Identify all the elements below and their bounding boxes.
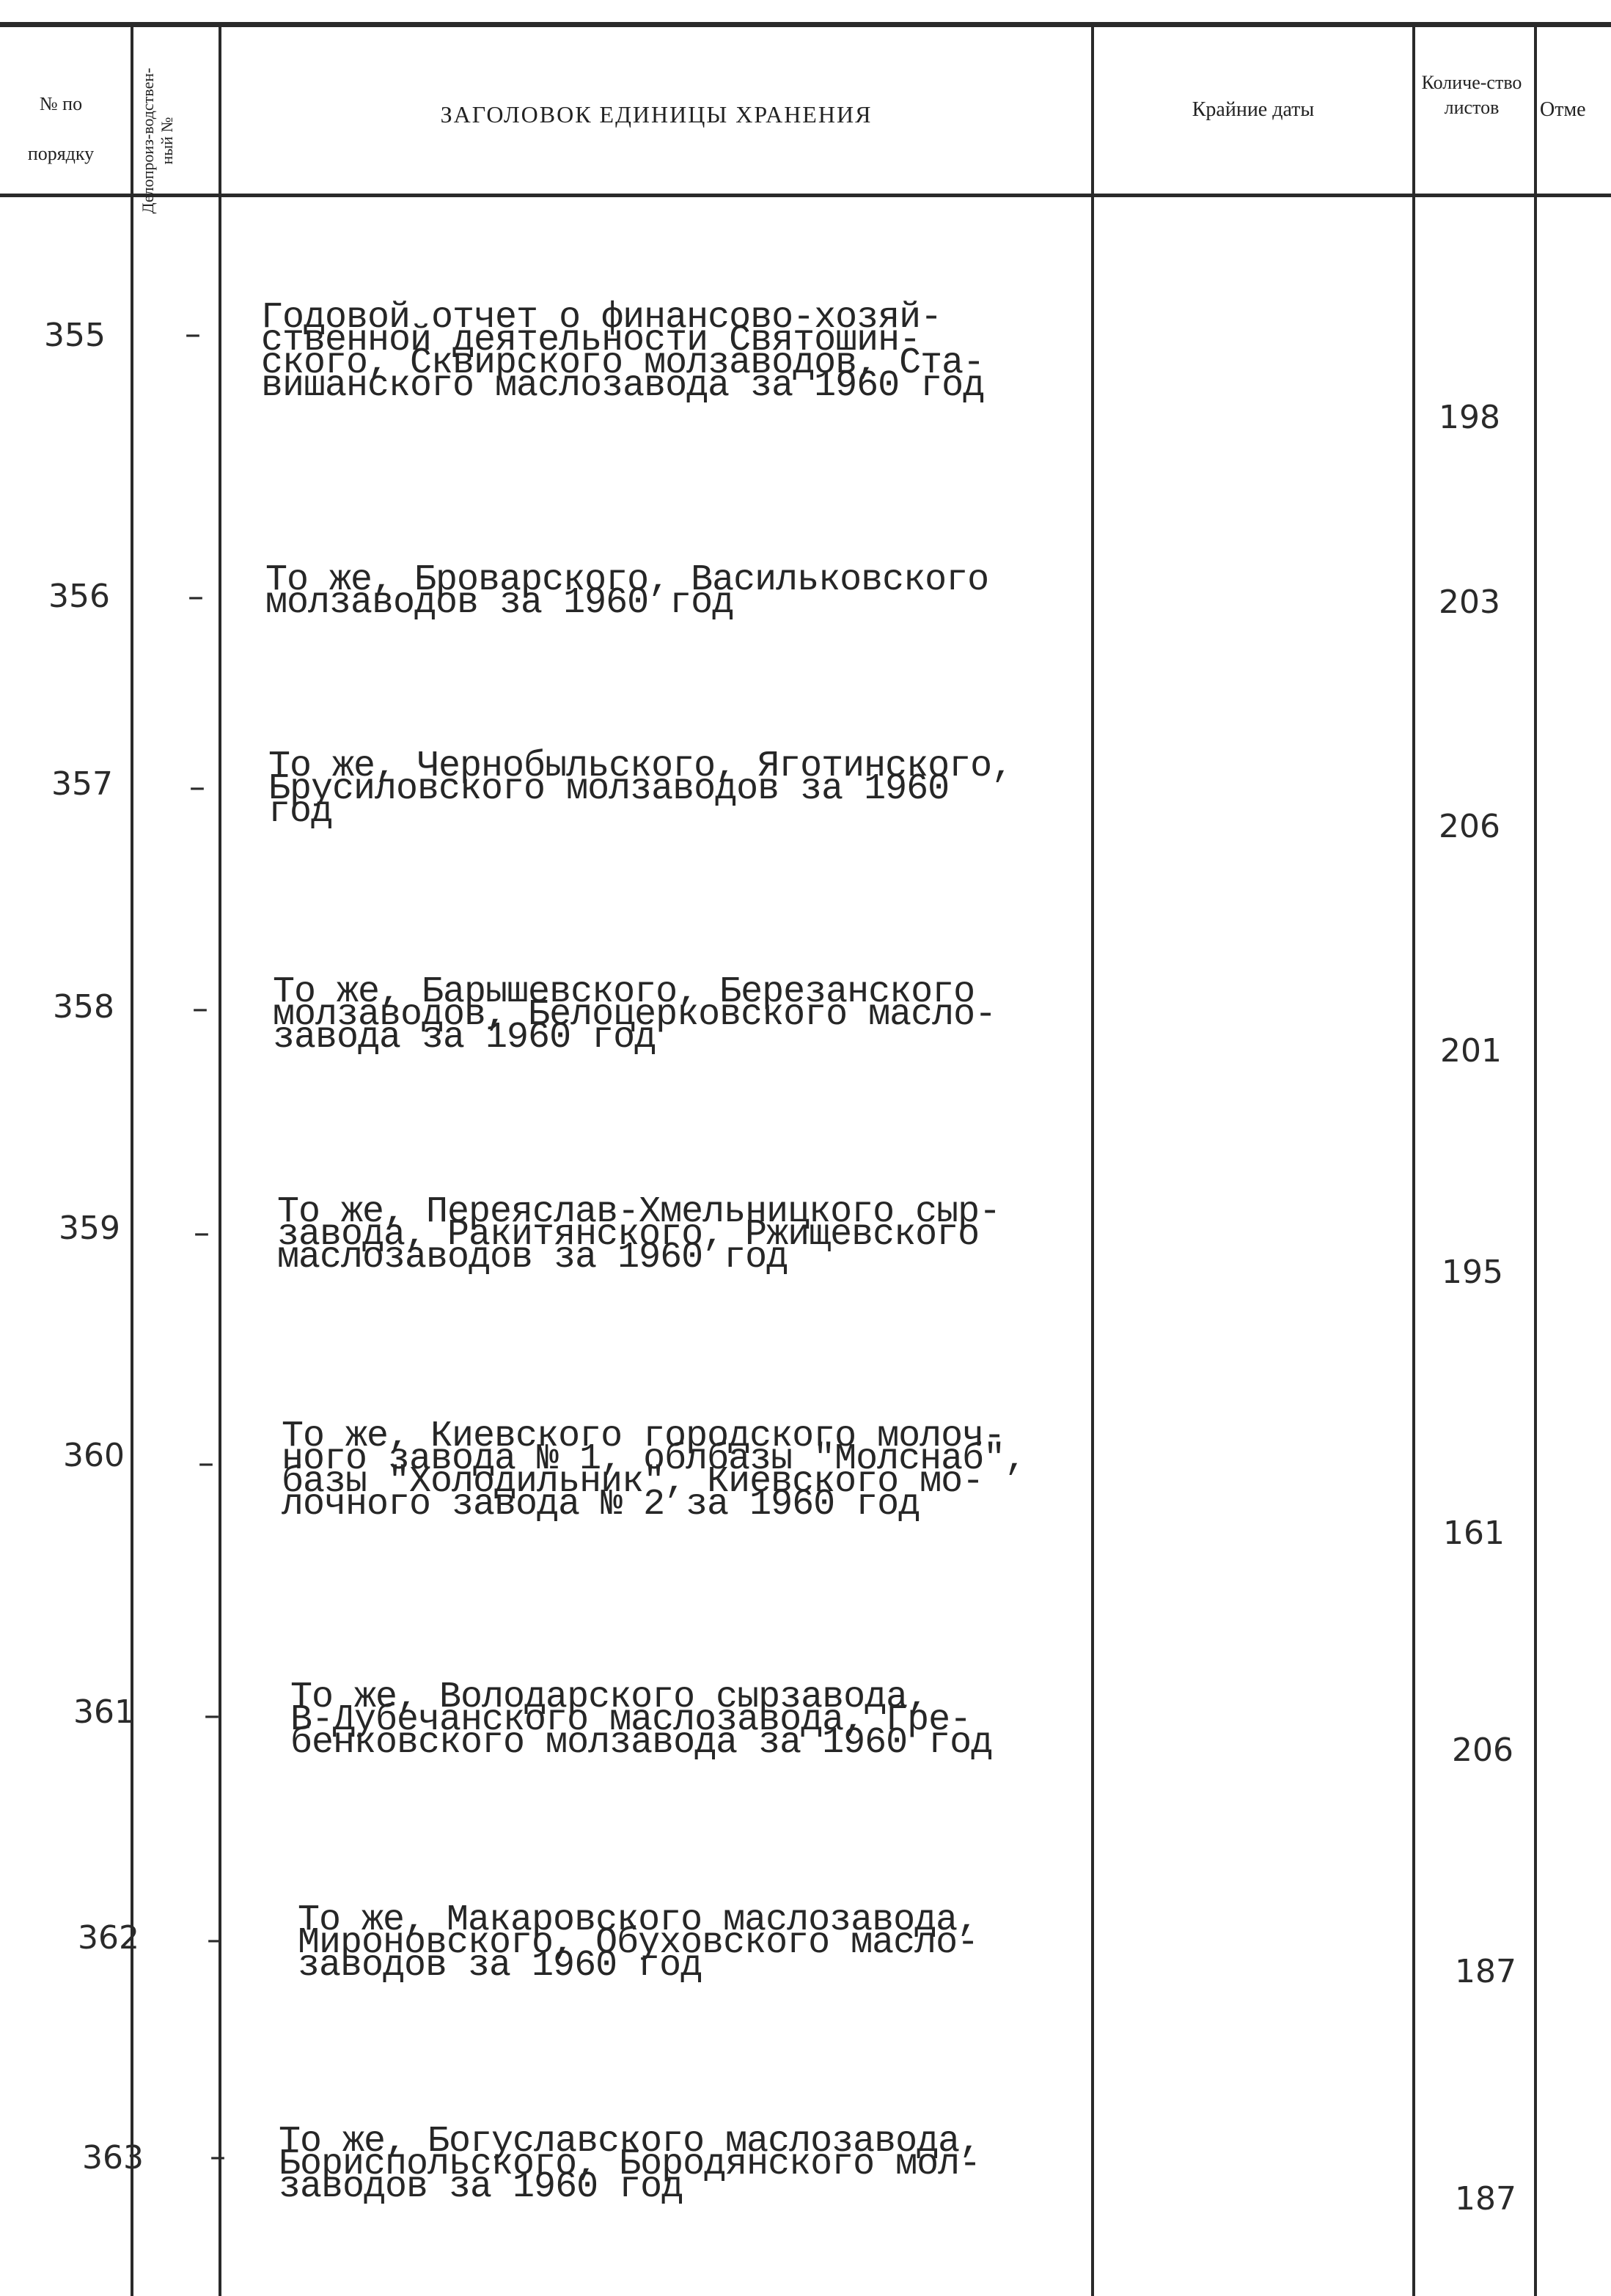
top-rule	[0, 22, 1611, 27]
row-office-number: –	[188, 578, 204, 615]
header-col-notes: Отме	[1540, 98, 1586, 121]
row-office-number: –	[194, 1214, 210, 1251]
row-title: То же, Богуславского маслозавода, Бориспольского, Бородянского мол- заводов за 1960 год	[279, 2121, 981, 2208]
row-sheet-count: 161	[1443, 1515, 1505, 1552]
row-title: То же, Киевского городского молоч- ного завода № 1, облбазы "Молснаб", базы "Холодильник", Киевского мо- лочного завода № 2 за 1960 год	[282, 1416, 1027, 1526]
row-sheet-count: 201	[1440, 1032, 1502, 1070]
header-col-office-number: Делопроиз-водствен-ный №	[139, 67, 176, 214]
row-number: 357	[51, 765, 113, 803]
row-title: То же, Барышевского, Березанского молзаводов, Белоцерковского масло- завода за 1960 год	[273, 971, 997, 1059]
row-sheet-count: 187	[1455, 2180, 1516, 2218]
header-col-number: № по порядку	[27, 93, 95, 164]
header-col-dates: Крайние даты	[1192, 98, 1315, 121]
header-col-sheets: Количе-ство листов	[1421, 72, 1522, 118]
row-number: 359	[59, 1210, 120, 1247]
row-title: То же, Броварского, Васильковского молзаводов за 1960 год	[265, 559, 989, 624]
row-sheet-count: 195	[1442, 1254, 1503, 1291]
row-office-number: –	[189, 768, 205, 806]
row-number: 362	[78, 1919, 139, 1957]
row-sheet-count: 198	[1439, 399, 1500, 436]
row-sheet-count: 206	[1439, 808, 1500, 845]
column-divider	[1091, 26, 1094, 2296]
row-title: То же, Макаровского маслозавода, Мироновского, Обуховского масло- заводов за 1960 год	[298, 1899, 979, 1987]
row-sheet-count: 187	[1455, 1953, 1516, 1990]
row-number: 361	[73, 1693, 135, 1731]
row-number: 358	[53, 988, 114, 1026]
row-sheet-count: 206	[1452, 1732, 1513, 1769]
row-office-number: –	[192, 990, 208, 1027]
header-col-title: ЗАГОЛОВОК ЕДИНИЦЫ ХРАНЕНИЯ	[440, 101, 873, 128]
row-office-number: –	[204, 1696, 220, 1734]
row-number: 355	[44, 317, 106, 354]
row-sheet-count: 203	[1439, 584, 1500, 621]
column-divider	[1534, 26, 1537, 2296]
row-office-number: –	[198, 1444, 214, 1482]
row-number: 356	[48, 578, 110, 615]
row-title: Годовой отчет о финансово-хозяй- ственной деятельности Святошин- ского, Сквирского молзаводов, Ста- вишанского маслозавода за 1960 год	[261, 297, 985, 407]
row-office-number: –	[185, 315, 201, 353]
row-office-number: –	[210, 2138, 226, 2175]
row-number: 360	[63, 1437, 125, 1474]
row-title: То же, Переяслав-Хмельницкого сыр- завода, Ракитянского, Ржищевского маслозаводов за 1960 год	[277, 1191, 1001, 1278]
column-divider	[1412, 26, 1415, 2296]
header-bottom-rule	[0, 194, 1611, 197]
row-office-number: –	[207, 1921, 223, 1958]
row-title: То же, Чернобыльского, Яготинского, Брусиловского молзаводов за 1960 год	[268, 746, 1013, 833]
row-number: 363	[82, 2139, 144, 2177]
row-title: То же, Володарского сырзавода, В-Дубечанского маслозавода, Гре- бенковского молзавода за 1960 год	[290, 1677, 993, 1764]
